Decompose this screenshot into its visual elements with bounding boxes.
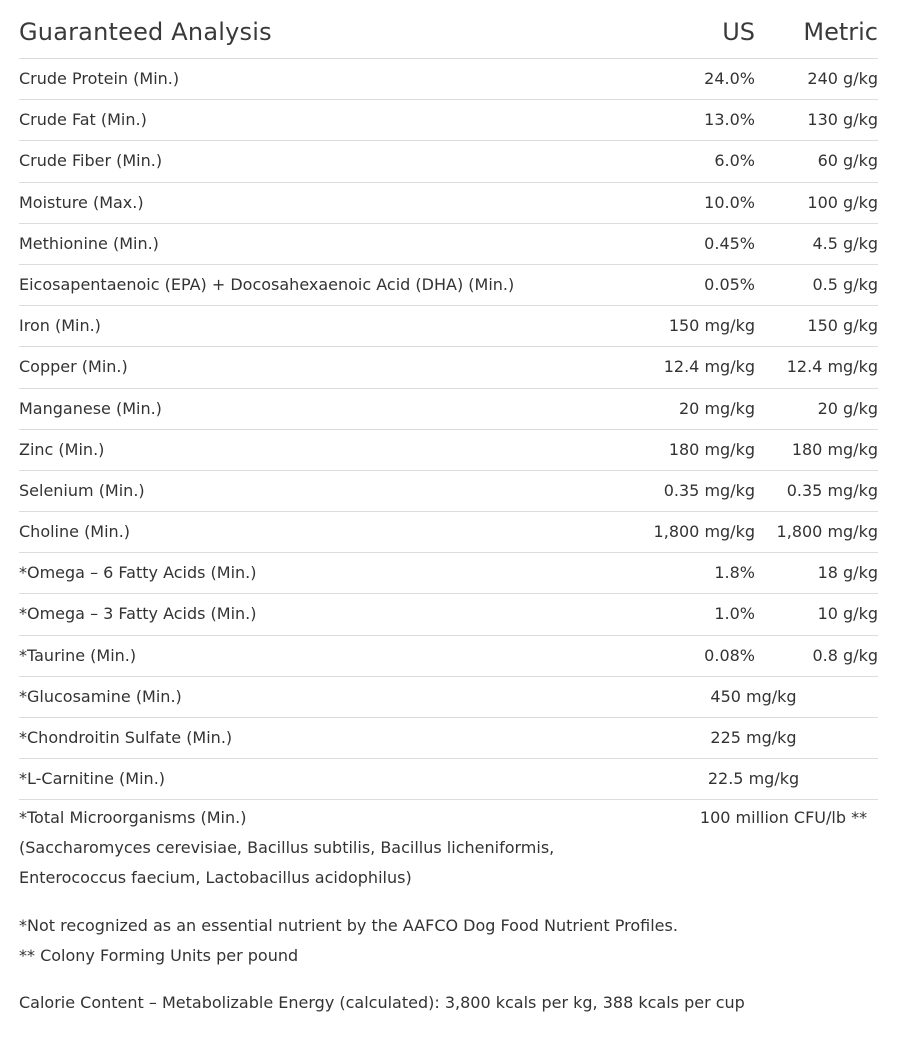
us-value: 1.8%: [714, 563, 755, 583]
metric-value: 130 g/kg: [807, 110, 878, 130]
nutrient-name: Copper (Min.): [19, 357, 128, 377]
us-value: 13.0%: [704, 110, 755, 130]
us-value: 6.0%: [714, 151, 755, 171]
table-row: [19, 471, 878, 512]
nutrient-name: Iron (Min.): [19, 316, 101, 336]
us-value: 180 mg/kg: [668, 439, 755, 459]
metric-value: 100 g/kg: [807, 192, 878, 212]
metric-value: 150 g/kg: [807, 316, 878, 336]
table-title: Guaranteed Analysis: [19, 18, 272, 46]
table-header: [19, 0, 878, 59]
us-value: 0.05%: [704, 274, 755, 294]
nutrient-name: *Glucosamine (Min.): [19, 686, 182, 706]
metric-value: 1,800 mg/kg: [776, 522, 878, 542]
metric-value: 4.5 g/kg: [812, 233, 878, 253]
nutrient-name: *Omega – 6 Fatty Acids (Min.): [19, 563, 257, 583]
microorganisms-name-line: (Saccharomyces cerevisiae, Bacillus subtilis, Bacillus licheniformis,: [19, 838, 555, 858]
microorganisms-name: [19, 803, 554, 893]
microorganisms-name-line: Enterococcus faecium, Lactobacillus acidophilus): [19, 868, 412, 888]
metric-value: 18 g/kg: [817, 563, 878, 583]
table-row: [19, 59, 878, 100]
table-row: [19, 183, 878, 224]
nutrient-name: Crude Fat (Min.): [19, 110, 147, 130]
table-row: [19, 224, 878, 265]
us-value: 12.4 mg/kg: [663, 357, 755, 377]
metric-value: 0.8 g/kg: [812, 645, 878, 665]
metric-value: 10 g/kg: [817, 604, 878, 624]
us-column-header: US: [722, 18, 755, 46]
table-row: [19, 553, 878, 594]
nutrient-name: Choline (Min.): [19, 522, 131, 542]
us-value: 1,800 mg/kg: [653, 522, 755, 542]
us-value: 0.35 mg/kg: [663, 480, 755, 500]
nutrient-name: *L-Carnitine (Min.): [19, 769, 166, 789]
metric-value: 20 g/kg: [817, 398, 878, 418]
table-row: [19, 265, 878, 306]
table-row: [19, 141, 878, 182]
nutrient-name: *Taurine (Min.): [19, 645, 137, 665]
table-row: [19, 389, 878, 430]
nutrient-name: Eicosapentaenoic (EPA) + Docosahexaenoic Acid (DHA) (Min.): [19, 274, 515, 294]
combined-value: 225 mg/kg: [710, 728, 797, 747]
footnote: ** Colony Forming Units per pound: [19, 946, 299, 965]
metric-value: 0.35 mg/kg: [786, 480, 878, 500]
us-value: 0.08%: [704, 645, 755, 665]
table-row: [19, 306, 878, 347]
nutrient-name: Crude Fiber (Min.): [19, 151, 163, 171]
table-row: [19, 677, 878, 718]
table-row: [19, 347, 878, 388]
us-value: 0.45%: [704, 233, 755, 253]
table-row: [19, 594, 878, 635]
metric-column-header: Metric: [803, 18, 878, 46]
nutrient-name: *Chondroitin Sulfate (Min.): [19, 728, 233, 747]
table-row: [19, 100, 878, 141]
us-value: 10.0%: [704, 192, 755, 212]
guaranteed-analysis-table: [19, 0, 878, 895]
nutrient-name: *Omega – 3 Fatty Acids (Min.): [19, 604, 257, 624]
combined-value: 22.5 mg/kg: [707, 769, 800, 789]
nutrient-name: Moisture (Max.): [19, 192, 144, 212]
footnote: *Not recognized as an essential nutrient by the AAFCO Dog Food Nutrient Profiles.: [19, 916, 678, 935]
metric-value: 12.4 mg/kg: [786, 357, 878, 377]
microorganisms-row: [19, 800, 878, 895]
nutrient-name: Zinc (Min.): [19, 439, 105, 459]
metric-value: 240 g/kg: [807, 69, 878, 88]
table-row: [19, 718, 878, 759]
table-row: [19, 636, 878, 677]
microorganisms-value: 100 million CFU/lb **: [699, 808, 868, 828]
table-row: [19, 430, 878, 471]
us-value: 24.0%: [704, 69, 755, 88]
nutrient-name: Crude Protein (Min.): [19, 69, 180, 88]
metric-value: 180 mg/kg: [791, 439, 878, 459]
nutrient-name: Manganese (Min.): [19, 398, 162, 418]
table-row: [19, 512, 878, 553]
calorie-content: Calorie Content – Metabolizable Energy (calculated): 3,800 kcals per kg, 388 kcals per cup: [19, 993, 745, 1012]
footnotes: [19, 911, 678, 971]
table-row: [19, 759, 878, 800]
us-value: 20 mg/kg: [679, 398, 755, 418]
metric-value: 60 g/kg: [817, 151, 878, 171]
nutrient-name: Selenium (Min.): [19, 480, 145, 500]
us-value: 150 mg/kg: [668, 316, 755, 336]
microorganisms-name-line: *Total Microorganisms (Min.): [19, 808, 247, 828]
combined-value: 450 mg/kg: [710, 686, 797, 706]
metric-value: 0.5 g/kg: [812, 274, 878, 294]
nutrient-name: Methionine (Min.): [19, 233, 159, 253]
us-value: 1.0%: [714, 604, 755, 624]
